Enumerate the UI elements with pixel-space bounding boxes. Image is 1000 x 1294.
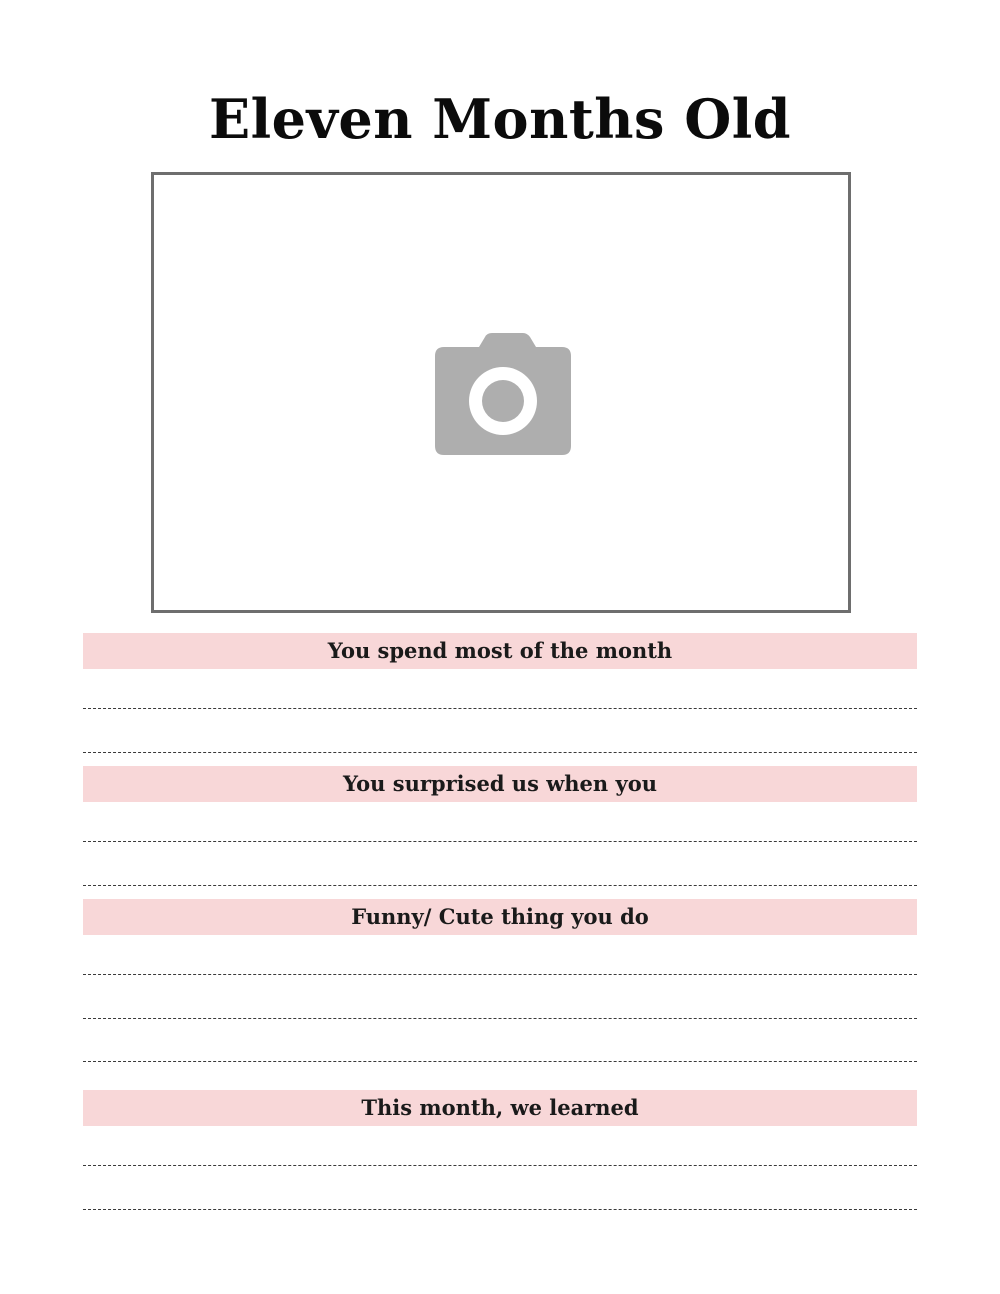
- section-header-this-month-we-learned: This month, we learned: [83, 1090, 917, 1126]
- writing-line[interactable]: [83, 1209, 917, 1210]
- section-header-funny-cute-thing-you-do: Funny/ Cute thing you do: [83, 899, 917, 935]
- writing-line[interactable]: [83, 974, 917, 975]
- writing-line[interactable]: [83, 841, 917, 842]
- writing-line[interactable]: [83, 1018, 917, 1019]
- photo-placeholder[interactable]: [151, 172, 851, 613]
- writing-line[interactable]: [83, 752, 917, 753]
- writing-line[interactable]: [83, 708, 917, 709]
- camera-icon: [435, 333, 571, 455]
- section-header-you-surprised-us-when-you: You surprised us when you: [83, 766, 917, 802]
- writing-line[interactable]: [83, 1061, 917, 1062]
- section-header-you-spend-most-of-the-month: You spend most of the month: [83, 633, 917, 669]
- writing-line[interactable]: [83, 1165, 917, 1166]
- writing-line[interactable]: [83, 885, 917, 886]
- page-title: Eleven Months Old: [208, 87, 792, 151]
